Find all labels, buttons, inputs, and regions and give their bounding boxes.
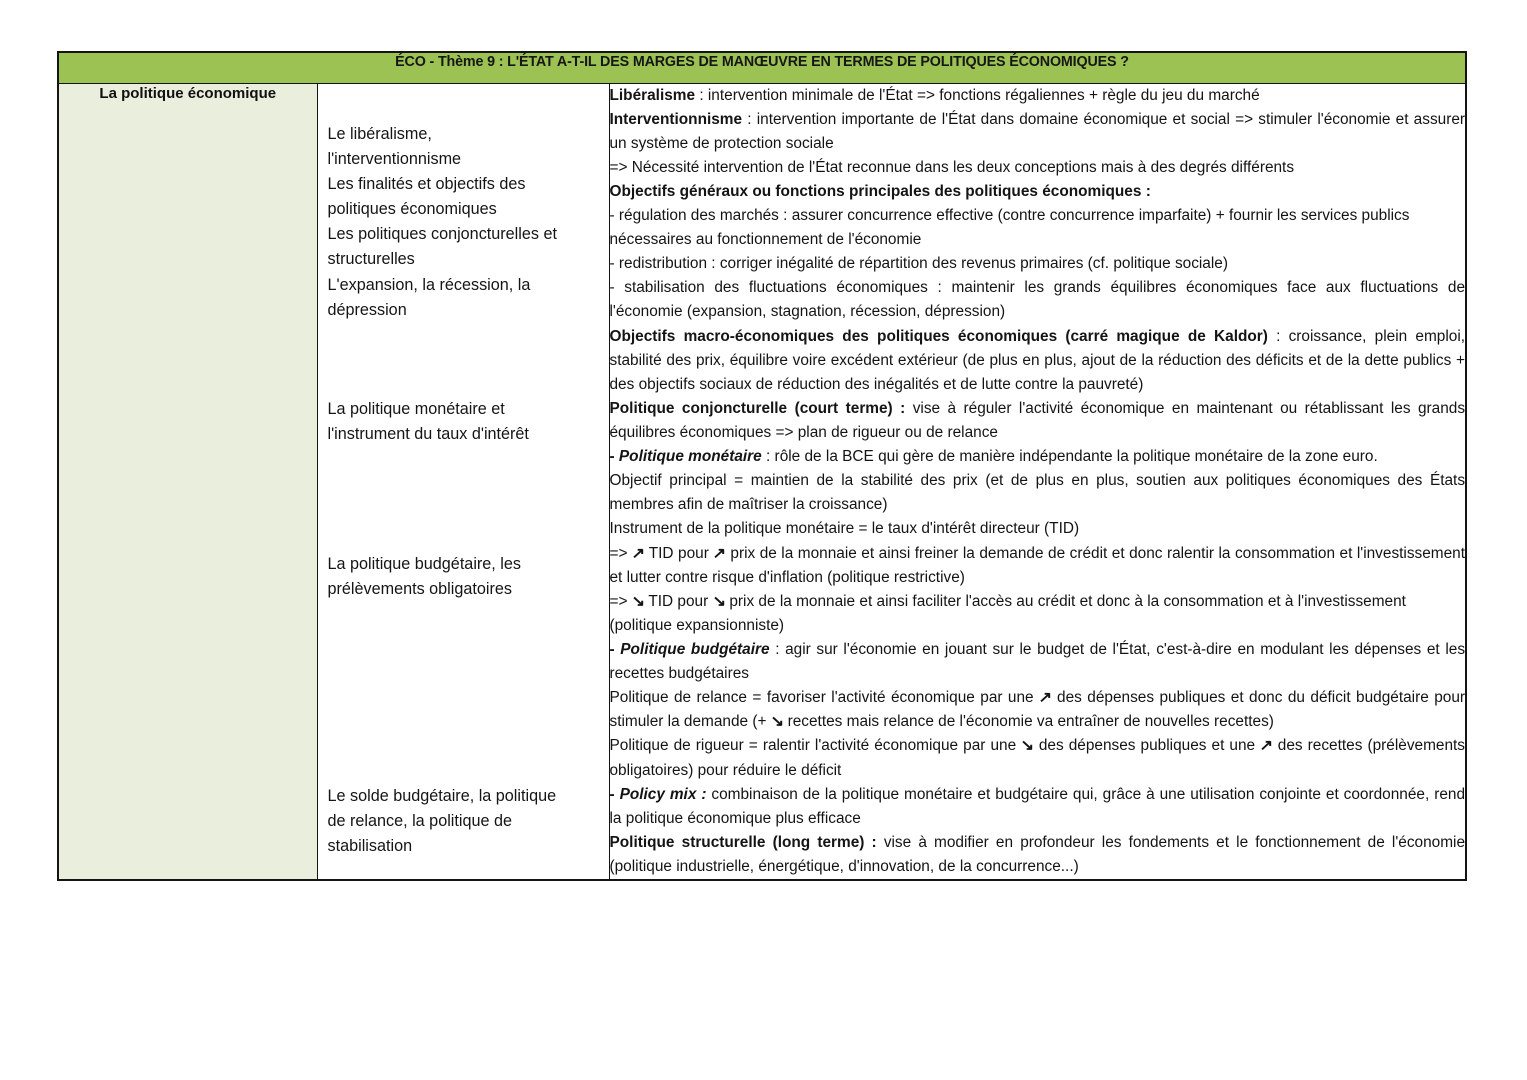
para-monetaire-text: : rôle de la BCE qui gère de manière indépendante la politique monétaire de la zone euro.	[761, 448, 1378, 466]
content-cell	[609, 83, 1466, 880]
para-redistribution: - redistribution : corriger inégalité de répartition des revenus primaires (cf. politique sociale)	[609, 255, 1228, 273]
para-tid-hausse-a: =>	[609, 544, 632, 562]
notion-line: dépression	[327, 300, 407, 319]
para-interventionnisme	[610, 108, 1466, 156]
notion-line: Les politiques conjoncturelles et	[327, 225, 557, 244]
para-tid-hausse	[610, 542, 1466, 590]
para-relance-a: Politique de relance = favoriser l'activité économique par une	[609, 689, 1040, 707]
arrow-down-right-icon: ↘	[770, 713, 784, 731]
para-rigueur-b: des dépenses publiques et une	[1033, 737, 1261, 755]
para-rigueur-c: des recettes (prélèvements obligatoires) pour réduire le déficit	[609, 737, 1466, 779]
para-liberalisme-text: : intervention minimale de l'État => fonctions régaliennes + règle du jeu du marché	[695, 86, 1260, 104]
notion-line: structurelles	[327, 250, 415, 269]
term-politique-structurelle: Politique structurelle (long terme) :	[609, 833, 877, 851]
para-objectif-principal-bce: Objectif principal = maintien de la stabilité des prix (et de plus en plus, soutien aux politiques économiques des États membres afin de maîtriser la croissance)	[609, 472, 1466, 514]
theme-name-cell	[58, 83, 317, 880]
term-politique-budgetaire: Politique budgétaire	[620, 641, 770, 659]
para-structurelle-text: vise à modifier en profondeur les fondements et le fonctionnement de l'économie (politique industrielle, énergétique, d'innovation, de la concurrence...)	[609, 833, 1466, 875]
para-tid-baisse-a: =>	[609, 592, 632, 610]
notion-block-4	[328, 784, 603, 860]
theme-name-label: La politique économique	[99, 84, 277, 102]
para-tid-hausse-b: TID pour	[644, 544, 714, 562]
bullet-dash: -	[609, 641, 621, 659]
para-stabilisation-fluctuations: - stabilisation des fluctuations économiques : maintenir les grands équilibres économiques face aux fluctuations de l'économie (expansion, stagnation, récession, dépression)	[609, 279, 1466, 321]
para-politique-structurelle	[610, 831, 1466, 879]
para-conjoncturelle-text: vise à réguler l'activité économique en maintenant ou rétablissant les grands équilibres économiques => plan de rigueur ou de relance	[609, 399, 1466, 442]
para-policy-mix	[610, 783, 1466, 831]
theme-banner-cell	[58, 52, 1466, 83]
para-relance-b: des dépenses publiques et donc du déficit budgétaire pour stimuler la demande (+	[609, 689, 1466, 731]
notion-line: Les finalités et objectifs des	[327, 174, 526, 193]
table-header-row	[58, 52, 1466, 83]
para-tid-baisse-c: prix de la monnaie et ainsi faciliter l'accès au crédit et donc à la consommation et à l'investissement (politique expansionniste)	[609, 592, 1406, 634]
term-interventionnisme: Interventionnisme	[609, 110, 743, 128]
para-tid-baisse	[610, 590, 1466, 638]
para-instrument-tid: Instrument de la politique monétaire = le taux d'intérêt directeur (TID)	[609, 520, 1080, 538]
arrow-up-right-icon: ↗	[631, 544, 646, 562]
para-kaldor-text: : croissance, plein emploi, stabilité des prix, équilibre voire excédent extérieur (de plus en plus, ajout de la réduction des déficits et de la dette publics + des objectifs sociaux de réduction des inégalités et de lutte contre la pauvreté)	[609, 327, 1466, 393]
course-summary-table	[57, 51, 1467, 881]
notion-block-3	[328, 552, 603, 602]
arrow-up-right-icon: ↗	[712, 544, 727, 562]
para-policy-mix-text: combinaison de la politique monétaire et budgétaire qui, grâce à une utilisation conjointe et coordonnée, rend la politique économique plus efficace	[609, 785, 1466, 827]
notion-line: L'expansion, la récession, la	[327, 275, 531, 294]
para-tid-baisse-b: TID pour	[644, 592, 713, 610]
notion-line: stabilisation	[327, 836, 413, 855]
notion-line: Le libéralisme,	[327, 124, 432, 143]
notion-line: l'interventionnisme	[327, 149, 462, 168]
notion-line: politiques économiques	[327, 200, 497, 219]
para-interventionnisme-text: : intervention importante de l'État dans domaine économique et social => stimuler l'économie et assurer un système de protection sociale	[609, 110, 1466, 152]
arrow-up-right-icon: ↗	[1259, 737, 1274, 755]
notion-line: prélèvements obligatoires	[327, 579, 512, 598]
para-objectifs-generaux-heading: Objectifs généraux ou fonctions principales des politiques économiques :	[609, 182, 1151, 200]
table-content-row	[58, 83, 1466, 880]
para-budgetaire-text: : agir sur l'économie en jouant sur le budget de l'État, c'est-à-dire en modulant les dépenses et les recettes budgétaires	[609, 641, 1466, 683]
bullet-dash: -	[609, 785, 620, 803]
para-tid-hausse-c: prix de la monnaie et ainsi freiner la demande de crédit et donc ralentir la consommation et l'investissement et lutter contre risque d'inflation (politique restrictive)	[609, 544, 1465, 586]
para-objectifs-macro-kaldor	[610, 325, 1466, 397]
term-policy-mix: Policy mix :	[619, 785, 707, 803]
arrow-up-right-icon: ↗	[1038, 689, 1053, 707]
notion-block-2	[328, 397, 603, 447]
bullet-dash: -	[609, 448, 619, 466]
para-regulation-marches: - régulation des marchés : assurer concurrence effective (contre concurrence imparfaite) + fournir les services publics nécessaires au fonctionnement de l'économie	[609, 207, 1410, 249]
term-politique-monetaire: Politique monétaire	[618, 448, 762, 466]
para-relance-c: recettes mais relance de l'économie va entraîner de nouvelles recettes)	[783, 713, 1274, 731]
notion-line: Le solde budgétaire, la politique	[327, 786, 557, 805]
para-politique-budgetaire	[610, 638, 1466, 686]
theme-banner-title: ÉCO - Thème 9 : L'ÉTAT A-T-IL DES MARGES DE MANŒUVRE EN TERMES DE POLITIQUES ÉCONOMIQUES ?	[395, 54, 1129, 70]
notion-block-1	[328, 122, 603, 324]
para-politique-rigueur	[610, 734, 1466, 782]
para-rigueur-a: Politique de rigueur = ralentir l'activité économique par une	[609, 737, 1022, 755]
arrow-down-right-icon: ↘	[1020, 737, 1035, 755]
para-liberalisme	[610, 84, 1466, 108]
term-politique-conjoncturelle: Politique conjoncturelle (court terme) :	[609, 399, 906, 417]
arrow-down-right-icon: ↘	[631, 592, 645, 610]
notions-cell	[317, 83, 609, 880]
para-necessite-intervention: => Nécessité intervention de l'État reconnue dans les deux conceptions mais à des degrés différents	[609, 158, 1295, 176]
term-liberalisme: Libéralisme	[609, 86, 696, 104]
para-politique-conjoncturelle	[610, 397, 1466, 445]
notion-line: La politique budgétaire, les	[327, 554, 521, 573]
arrow-down-right-icon: ↘	[711, 592, 726, 610]
para-politique-relance	[610, 686, 1466, 734]
notion-line: de relance, la politique de	[327, 811, 512, 830]
notion-line: La politique monétaire et	[327, 399, 505, 418]
notion-line: l'instrument du taux d'intérêt	[327, 424, 529, 443]
para-politique-monetaire	[610, 445, 1466, 469]
term-carre-magique-kaldor: Objectifs macro-économiques des politiques économiques (carré magique de Kaldor)	[609, 327, 1268, 345]
